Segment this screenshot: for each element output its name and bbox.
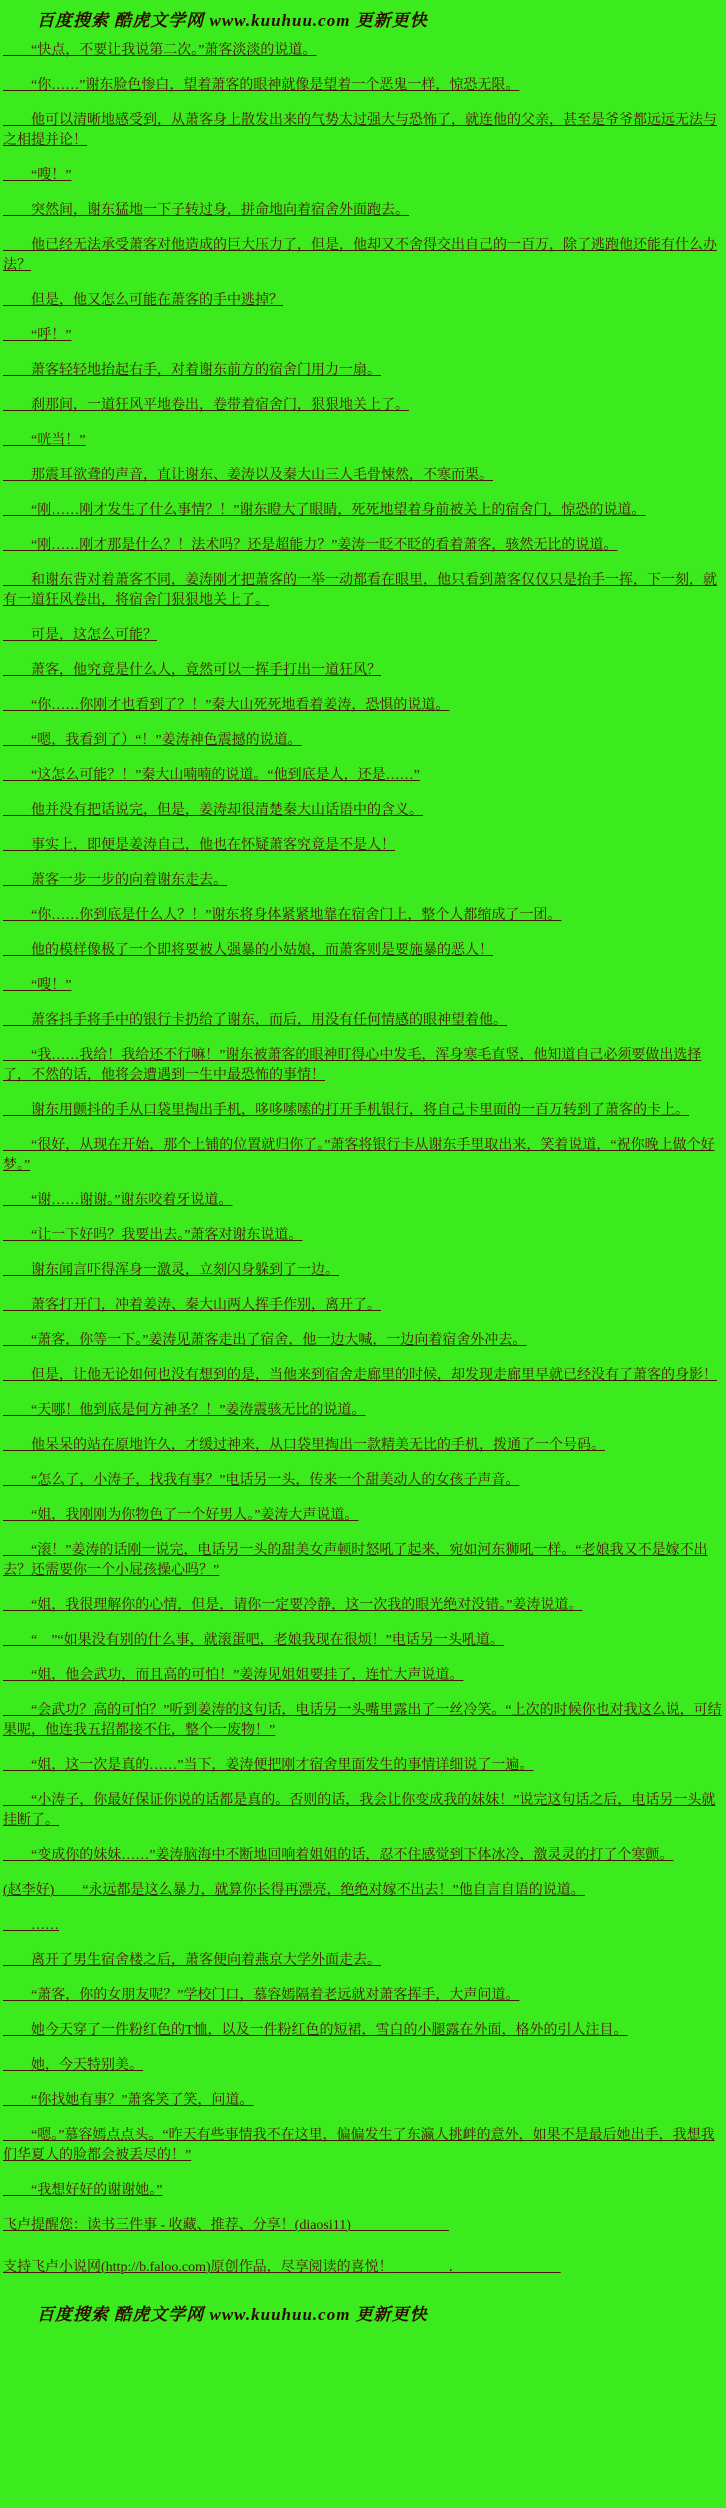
paragraph: “你……你刚才也看到了？！”秦大山死死地看着姜涛，恐惧的说道。 (31, 698, 450, 713)
paragraph: “滚！”姜涛的话刚一说完，电话另一头的甜美女声顿时怒吼了起来，宛如河东狮吼一样。“老娘我又不是嫁不出去？还需要你一个小屁孩操心吗？” (3, 1543, 708, 1578)
paragraph: “刚……刚才发生了什么事情？！”谢东瞪大了眼睛，死死地望着身前被关上的宿舍门，惊恐的说道。 (31, 503, 646, 518)
paragraph: “谢……谢谢。”谢东咬着牙说道。 (31, 1193, 233, 1208)
paragraph: 他可以清晰地感受到，从萧客身上散发出来的气势太过强大与恐怖了，就连他的父亲，甚至是爷爷都远远无法与之相提并论！ (3, 113, 717, 148)
paragraph: “这怎么可能？！”秦大山喃喃的说道。“他到底是人，还是……” (31, 768, 420, 783)
paragraph: “变成你的妹妹……”姜涛脑海中不断地回响着姐姐的话，忍不住感觉到下体冰冷，激灵灵的打了个寒颤。 (31, 1848, 674, 1863)
paragraph: 但是，他又怎么可能在萧客的手中逃掉？ (31, 293, 283, 308)
paragraph: 萧客打开门，冲着姜涛、秦大山两人挥手作别，离开了。 (31, 1298, 381, 1313)
paragraph: “你找她有事？”萧客笑了笑，问道。 (31, 2093, 254, 2108)
paragraph: “姐，我很理解你的心情，但是，请你一定要冷静，这一次我的眼光绝对没错。”姜涛说道。 (31, 1598, 583, 1613)
paragraph: “快点，不要让我说第二次。”萧客淡淡的说道。 (31, 43, 317, 58)
paragraph: 他已经无法承受萧客对他造成的巨大压力了，但是，他却又不舍得交出自己的一百万，除了逃跑他还能有什么办法？ (3, 238, 717, 273)
paragraph: “嗯。”慕容嫣点点头。“昨天有些事情我不在这里，偏偏发生了东瀛人挑衅的意外，如果不是最后她出手，我想我们华夏人的脸都会被丢尽的！” (3, 2128, 715, 2163)
paragraph: “萧客，你等一下。”姜涛见萧客走出了宿舍，他一边大喊，一边向着宿舍外冲去。 (31, 1333, 527, 1348)
paragraph: “很好，从现在开始，那个上铺的位置就归你了。”萧客将银行卡从谢东手里取出来，笑着说道，“祝你晚上做个好梦。” (3, 1138, 715, 1173)
paragraph: “姐，我刚刚为你物色了一个好男人。”姜涛大声说道。 (31, 1508, 359, 1523)
paragraph: 刹那间，一道狂风平地卷出，卷带着宿舍门，狠狠地关上了。 (31, 398, 409, 413)
paragraph: 她今天穿了一件粉红色的T恤，以及一件粉红色的短裙，雪白的小腿露在外面，格外的引人注目。 (31, 2023, 628, 2038)
paragraph: “嗯，我看到了）“！”姜涛神色震撼的说道。 (31, 733, 302, 748)
paragraph: (赵李好) “永远都是这么暴力，就算你长得再漂亮，绝绝对嫁不出去！”他自言自语的说道。 (3, 1883, 585, 1898)
paragraph: 突然间，谢东猛地一下子转过身，拼命地向着宿舍外面跑去。 (31, 203, 409, 218)
paragraph: “怎么了，小涛子，找我有事？”电话另一头，传来一个甜美动人的女孩子声音。 (31, 1473, 520, 1488)
paragraph: “让一下好吗？我要出去。”萧客对谢东说道。 (31, 1228, 303, 1243)
paragraph: 支持飞卢小说网(http://b.faloo.com)原创作品，尽享阅读的喜悦！＿＿＿＿．＿＿＿＿＿＿＿ (3, 2260, 561, 2275)
paragraph: 事实上，即便是姜涛自己，他也在怀疑萧客究竟是不是人！ (31, 838, 395, 853)
paragraph: “嗖！” (31, 168, 72, 183)
paragraph: “姐，他会武功，而且高的可怕！”姜涛见姐姐要挂了，连忙大声说道。 (31, 1668, 464, 1683)
paragraph: “刚……刚才那是什么？！法术吗？还是超能力？”姜涛一眨不眨的看着萧客，骇然无比的说道。 (31, 538, 618, 553)
paragraph: “呼！” (31, 328, 72, 343)
paragraph: …… (31, 1918, 59, 1933)
paragraph: 他的模样像极了一个即将要被人强暴的小姑娘，而萧客则是要施暴的恶人！ (31, 943, 493, 958)
paragraph: “你……你到底是什么人？！”谢东将身体紧紧地靠在宿舍门上，整个人都缩成了一团。 (31, 908, 562, 923)
paragraph: 飞卢提醒您：读书三件事 - 收藏、推荐、分享！(diaosi11)＿＿＿＿＿＿＿ (3, 2218, 449, 2233)
paragraph: 可是，这怎么可能？ (31, 628, 157, 643)
paragraph: “天哪！他到底是何方神圣？！”姜涛震骇无比的说道。 (31, 1403, 366, 1418)
paragraph: 和谢东背对着萧客不同，姜涛刚才把萧客的一举一动都看在眼里，他只看到萧客仅仅只是抬手一挥，下一刻，就有一道狂风卷出，将宿舍门狠狠地关上了。 (3, 573, 717, 608)
paragraph: “会武功？高的可怕？”听到姜涛的这句话，电话另一头嘴里露出了一丝冷笑。“上次的时候你也对我这么说，可结果呢，他连我五招都接不住，整个一废物！” (3, 1703, 722, 1738)
paragraph: 他呆呆的站在原地许久，才缓过神来，从口袋里掏出一款精美无比的手机，拨通了一个号码。 (31, 1438, 605, 1453)
paragraph: 她，今天特别美。 (31, 2058, 143, 2073)
paragraph: “咣当！” (31, 433, 86, 448)
paragraph: “我……我给！我给还不行嘛！”谢东被萧客的眼神盯得心中发毛，浑身寒毛直竖，他知道自己必须要做出选择了，不然的话，他将会遭遇到一生中最恐怖的事情！ (3, 1048, 702, 1083)
paragraph: 但是，让他无论如何也没有想到的是，当他来到宿舍走廊里的时候，却发现走廊里早就已经没有了萧客的身影！ (31, 1368, 717, 1383)
paragraph: “小涛子，你最好保证你说的话都是真的。否则的话，我会让你变成我的妹妹！”说完这句话之后，电话另一头就挂断了。 (3, 1793, 716, 1828)
paragraph: “我想好好的谢谢她。” (31, 2183, 163, 2198)
paragraph: 那震耳欲聋的声音，直让谢东、姜涛以及秦大山三人毛骨悚然，不寒而栗。 (31, 468, 493, 483)
paragraph: “姐，这一次是真的……”当下，姜涛便把刚才宿舍里面发生的事情详细说了一遍。 (31, 1758, 534, 1773)
site-banner-top: 百度搜索 酷虎文学网 www.kuuhuu.com 更新更快 (37, 11, 428, 30)
novel-content (3, 41, 723, 2278)
paragraph: 萧客一步一步的向着谢东走去。 (31, 873, 227, 888)
paragraph: 萧客轻轻地抬起右手，对着谢东前方的宿舍门用力一扇。 (31, 363, 381, 378)
paragraph: “你……”谢东脸色惨白，望着萧客的眼神就像是望着一个恶鬼一样，惊恐无限。 (31, 78, 520, 93)
paragraph: 萧客，他究竟是什么人，竟然可以一挥手打出一道狂风？ (31, 663, 381, 678)
paragraph: 萧客抖手将手中的银行卡扔给了谢东，而后，用没有任何情感的眼神望着他。 (31, 1013, 507, 1028)
paragraph: “ ”“如果没有别的什么事，就滚蛋吧，老娘我现在很烦！”电话另一头吼道。 (31, 1633, 504, 1648)
paragraph: 离开了男生宿舍楼之后，萧客便向着燕京大学外面走去。 (31, 1953, 381, 1968)
site-banner-bottom: 百度搜索 酷虎文学网 www.kuuhuu.com 更新更快 (37, 2305, 428, 2324)
paragraph: “萧客，你的女朋友呢？”学校门口，慕容嫣隔着老远就对萧客挥手，大声问道。 (31, 1988, 520, 2003)
paragraph: 谢东用颤抖的手从口袋里掏出手机，哆哆嗦嗦的打开手机银行，将自己卡里面的一百万转到了萧客的卡上。 (31, 1103, 689, 1118)
paragraph: “嗖！” (31, 978, 72, 993)
paragraph: 谢东闻言吓得浑身一激灵，立刻闪身躲到了一边。 (31, 1263, 339, 1278)
paragraph: 他并没有把话说完，但是，姜涛却很清楚秦大山话语中的含义。 (31, 803, 423, 818)
